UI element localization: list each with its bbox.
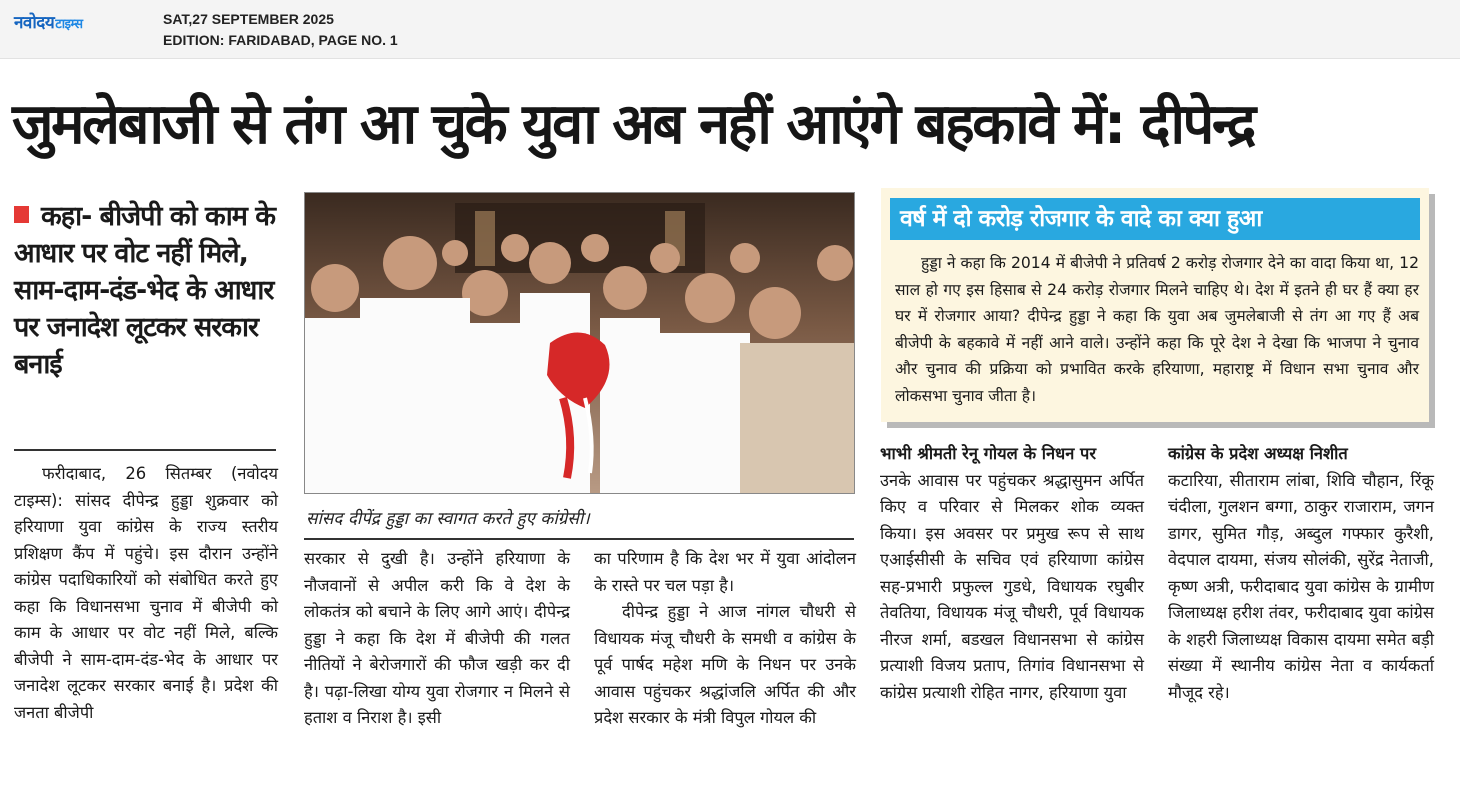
box-title: वर्ष में दो करोड़ रोजगार के वादे का क्या हुआ (890, 198, 1420, 240)
box-body: हुड्डा ने कहा कि 2014 में बीजेपी ने प्रतिवर्ष 2 करोड़ रोजगार देने का वादा किया था, 12 साल हो गए इस हिसाब से 24 करोड़ रोजगार मिलने चाहिए थे। देश में इतने ही घर हैं क्या हर घर में रोजगार आया? दीपेन्द्र हुड्डा ने कहा कि युवा अब जुमलेबाजी से तंग आ गए हैं अब बीजेपी के बहकावे में नहीं आने वाले। उन्होंने कहा कि पूरे देश ने देखा कि भाजपा ने चुनाव और चुनाव की प्रक्रिया को प्रभावित करके हरियाणा, महाराष्ट्र में विधान सभा चुनाव और लोकसभा चुनाव जीता है। (895, 254, 1419, 405)
masthead-bar (0, 0, 1460, 59)
column-lead-line: भाभी श्रीमती रेनू गोयल के निधन पर (880, 444, 1097, 463)
headline: जुमलेबाजी से तंग आ चुके युवा अब नहीं आएंगे बहकावे में: दीपेन्द्र (12, 92, 1254, 157)
newspaper-logo[interactable]: नवोदयटाइम्स (14, 13, 83, 33)
highlight-summary (14, 198, 282, 383)
article-column-4: भाभी श्रीमती रेनू गोयल के निधन पर उनके आवास पर पहुंचकर श्रद्धासुमन अर्पित किए व परिवार से मिलकर शोक व्यक्त किया। इस अवसर पर प्रमुख रूप से साथ एआईसीसी के सचिव एवं हरियाणा कांग्रेस सह-प्रभारी प्रफुल्ल गुडधे, विधायक रघुबीर तेवतिया, विधायक मंजू चौधरी, पूर्व विधायक नीरज शर्मा, बडखल विधानसभा से कांग्रेस प्रत्याशी विजय प्रताप, तिगांव विधानसभा से कांग्रेस प्रत्याशी रोहित नागर, हरियाणा युवा (880, 441, 1144, 706)
article-column-5: कांग्रेस के प्रदेश अध्यक्ष निशीत कटारिया, सीताराम लांबा, शिवि चौहान, रिंकू चंदीला, गुलशन बग्गा, ठाकुर राजाराम, जगन डागर, सुमित गौड़, अब्दुल गफ्फार कुरैशी, वेदपाल दायमा, संजय सोलंकी, सुरेंद्र नेताजी, कृष्ण अत्री, फरीदाबाद युवा कांग्रेस के ग्रामीण जिलाध्यक्ष हरीश तंवर, फरीदाबाद युवा कांग्रेस के शहरी जिलाध्यक्ष विकास दायमा समेत बड़ी संख्या में स्थानीय कांग्रेस नेता व कार्यकर्ता मौजूद रहे। (1168, 441, 1434, 706)
red-square-bullet-icon (14, 206, 29, 223)
photo-caption: सांसद दीपेंद्र हुड्डा का स्वागत करते हुए कांग्रेसी। (306, 509, 590, 529)
edition-info (163, 9, 398, 51)
divider (14, 449, 276, 451)
column-lead-line: कांग्रेस के प्रदेश अध्यक्ष निशीत (1168, 444, 1348, 463)
edition-page: EDITION: FARIDABAD, PAGE NO. 1 (163, 32, 398, 48)
group-photo-image (305, 193, 854, 493)
article-column-2: सरकार से दुखी है। उन्होंने हरियाणा के नौजवानों से अपील करी कि वे देश के लोकतंत्र को बचाने के लिए आगे आएं। दीपेन्द्र हुड्डा ने कहा कि देश में बीजेपी की गलत नीतियों ने बेरोजगारों की फौज खड़ी कर दी है। पढ़ा-लिखा योग्य युवा रोजगार न मिलने से हताश व निराश है। इसी (304, 549, 570, 727)
article-column-3: का परिणाम है कि देश भर में युवा आंदोलन के रास्ते पर चल पड़ा है। दीपेन्द्र हुड्डा ने आज नांगल चौधरी से विधायक मंजू चौधरी के समधी व कांग्रेस के पूर्व पार्षद महेश मणि के निधन पर उनके आवास पहुंचकर श्रद्धांजलि अर्पित की और प्रदेश सरकार के मंत्री विपुल गोयल की (594, 549, 856, 727)
divider (304, 538, 854, 540)
sidebar-box (881, 188, 1429, 422)
highlight-text: कहा- बीजेपी को काम के आधार पर वोट नहीं मिले, साम-दाम-दंड-भेद के आधार पर जनादेश लूटकर सरकार बनाई (14, 201, 275, 380)
article-column-1: फरीदाबाद, 26 सितम्बर (नवोदय टाइम्स): सांसद दीपेन्द्र हुड्डा शुक्रवार को हरियाणा युवा कांग्रेस के राज्य स्तरीय प्रशिक्षण कैंप में पहुंचे। इस दौरान उन्होंने कांग्रेस पदाधिकारियों को संबोधित करते हुए कहा कि विधानसभा चुनाव में बीजेपी को काम के आधार पर वोट नहीं मिले, बल्कि बीजेपी ने साम-दाम-दंड-भेद के आधार पर जनादेश लूटकर सरकार बनाई है। प्रदेश की जनता बीजेपी (14, 464, 278, 722)
edition-date: SAT,27 SEPTEMBER 2025 (163, 11, 334, 27)
news-photo (304, 192, 855, 494)
